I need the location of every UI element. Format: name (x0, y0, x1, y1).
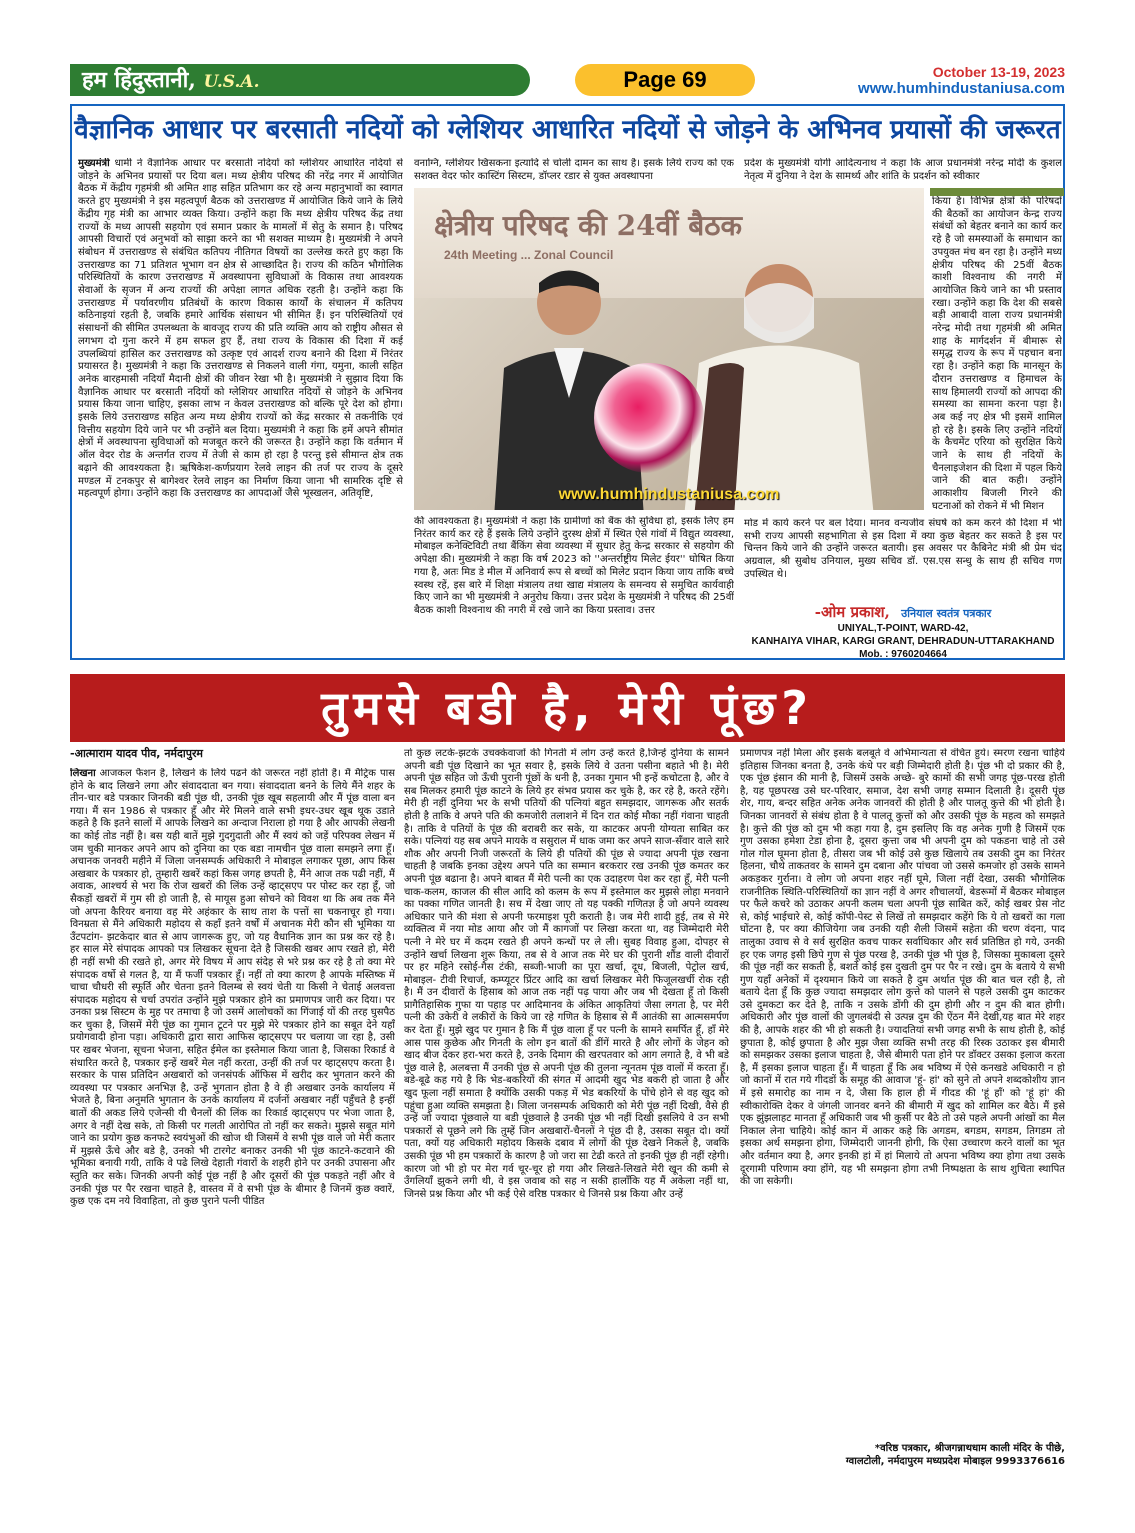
brand-name: हम हिंदुस्तानी, (82, 67, 196, 93)
photo-banner-subtext: 24th Meeting ... Zonal Council (444, 248, 614, 262)
website-link[interactable]: www.humhindustaniusa.com (858, 80, 1065, 97)
article2-byline: -आत्माराम यादव पीव, नर्मदापुरम (70, 747, 204, 760)
tiger-poster-strip (930, 188, 1064, 196)
author-address-1: UNIYAL,T-POINT, WARD-42, (837, 623, 969, 634)
person-right-figure (674, 228, 884, 510)
article2-author-signature (740, 1442, 1065, 1468)
article2-column-3: प्रमाणपत्र नहीं मिला और इसके बलबूते वे अभिमान्यता से वंचित हुये। स्मरण रखना चाहिये इतिहास जिनका बनता है, उनके कंधे पर बड़ी जिम्मेदारी होती है। पूंछ भी दो प्रकार की है, एक पूंछ इंसान की मानी है, जिसमें उसके अच्छे- बुरे कामों की सभी जगह पूंछ-परख होती है, यह पूछपरख उसे घर-परिवार, समाज, देश सभी जगह सम्मान दिलाती है। दूसरी पूंछ शेर, गाय, बन्दर सहित अनेक अनेक जानवरों की होती है और पालतू कुत्ते की भी होती है। जिनका जानवरों से संबंध होता है वे पालतू कुत्तों को और उसकी पूंछ के महत्व को समझते है। कुत्ते की पूंछ को दुम भी कहा गया है, दुम इसलिए कि वह अनेक गुणी है जिसमें एक गुण उसका हमेशा टेडा होना है, दूसरा कुत्ता जब भी अपनी दुम को पकडना चाहे तो उसे गोल गोल घूमना होता है, तीसरा जब भी कोई उसे कुछ खिलाये तब उसकी दुम का निरंतर हिलना, चौथे ताकतवर के सामने दुम दबाना और पांचवा जो उससे कमजोर हो उसके सामने अकड़कर गुर्राना। वे लोग जो अपना शहर नहीं घूमे, जिला नहीं देखा, उसकी भौगोलिक राजनीतिक स्थिति-परिस्थितियों का ज्ञान नहीं वे अगर शौचालयों, बेडरूमों में बैठकर मोबाइल पर फैले कचरे को उठाकर अपनी कलम चला अपनी पूंछ साबित करें, कोई खबर प्रेस नोट से, कोई भाईचारे से, कोई कॉपी-पेस्ट से लिखें तो समझदार कहेंगे कि ये तो खबरों का गला घोंटना है, पर क्या कीजियेगा जब उनकी यही शैली जिसमें सहेता की चरण वंदना, पाद तालुका उवाच से वे सर्व सुरक्षित कवच पाकर सर्वाधिकार और सर्व प्रतिष्ठित हो गये, उनकी हर एक जगह इसी छिपे गुण से पूंछ परख है, उनकी पूंछ भी पूंछ है, जिसका मुकाबला दूसरे की पूंछ नहीं कर सकती है, बशर्ते कोई इस दुखती दुम पर पैर न रखे। दुम के बताये ये सभी गुण यहाँ अनेकों में दृश्यमान किये जा सकते है दुम अर्थात पूंछ की बात चल रही है, तो बताये देता हूँ कि कुछ ज्यादा समझदार लोग कुत्ते को पालने से पहले उसकी दुम काटकर उसे दुमकटा कर देते है, ताकि न उसके डोंगी की दुम होगी और न दुम की बात होगी। अधिकारी और पूंछ वालों की जुगलबंदी से उत्पन्न दुम की ऐंठन मैंने देखी,यह बात मेरे शहर की है, आपके शहर की भी हो सकती है। ज्यादतियां सभी जगह सभी के साथ होती है, कोई छुपाता है, कोई छुपाता है और मुझ जैसा व्यक्ति सभी तरह की रिस्क उठाकर इस बीमारी को समझकर उसका इलाज चाहता है, जैसे बीमारी पता होने पर डॉक्टर उसका इलाज करता है, मैं इसका इलाज चाहता हूँ। मैं चाहता हूँ कि अब भविष्य में ऐसे कनखडे अधिकारी न हो जो कानों में रात गये गीदडों के समूह की आवाज 'हूं- हां' को सुने तो अपने शब्दकोशीय ज्ञान में इसे समारोह का नाम न दे, जैसा कि हाल ही में गीदड की 'हूं हाँ' को 'हूं हां' की स्वीकारोक्ति देकर वे जंगली जानवर बनने की बीमारी में खुद को शामिल कर बैठे। मैं इसे एक झुंझलाहट मानता हूँ अधिकारी जब भी कुर्सी पर बैठे तो उसे पहले अपनी आंखों का मैल निकाल लेना चाहिये। कोई कान में आकर कहे कि अगडम, बगडम, सगडम, तिगडम तो इसका अर्थ समझना होगा, जिम्मेदारी जाननी होगी, कि ऐसा उच्चारण करने वालों का भूत और वर्तमान क्या है, अगर इनकी हां में हां मिलाये तो अपना भविष्य क्या होगा तथा उसके दूरगामी परिणाम क्या होंगे, यह भी समझना होगा तभी निष्पक्षता के साथ शुचिता स्थापित की जा सकेगी। (740, 748, 1065, 1188)
article-column-1 (78, 158, 403, 656)
article-column-2-top: वनाग्नि, ग्लेशियर खिसकना इत्यादि से चोली दामन का साथ है। इसके लिये राज्य को एक सशक्त वेदर फोर कास्टिंग सिस्टम, डॉप्लर रडार से युक्त अवस्थापना (414, 158, 734, 182)
article-headline: वैज्ञानिक आधार पर बरसाती नदियों को ग्लेशियर आधारित नदियों से जोड़ने के अभिनव प्रयासों की जरूरत (74, 115, 1061, 145)
column-text: आजकल फैशन है, लिखने के लिये पढने की जरूरत नहीं होती है। मैं मैट्रिक पास होने के बाद लिखने लगा और संवाददाता बन गया। संवाददाता बनने के लिये मैंने शहर के तीन-चार बडे पत्रकार जिनकी बडी पूंछ थी, उनकी पूंछ खूब सहलायी और मैं पूंछ वाला बन गया। मैं सन 1986 से पत्रकार हूँ और मेरे मिलने वाले सभी इधर-उधर खूब थूक उडाते कहते है कि इतने सालों में आपके लिखने का अन्दाज निराला हो गया है और आपकी लेखनी का कोई तोड नहीं है। बस यही बातें मुझे गुदगुदाती और मैं स्वयं को जड़ें परिपक्व लेखन में जम चुकी मानकर अपने आप को दुनिया का एक बडा नामचीन पूंछ वाला समझने लगा हूँ। अचानक जनवरी महीने में जिला जनसम्पर्क अधिकारी ने मोबाइल लगाकर पूछा, आप किस अखबार के पत्रकार हो, तुम्हारी खबरें कहां किस जगह छपती है, मैंने आज तक पढी नहीं, मैं अवाक, आश्चर्य से भरा कि रोज खबरों की लिंक उन्हें व्हाट्सएप पर पोस्ट कर रहा हूँ, जो सैकड़ों खबरों में गुम सी हो जाती है, से मायूस हुआ सोचने को विवश था कि अब तक मैंने जो अपना कैरियर बनाया वह मेरे अहंकार के साथ ताश के पत्तों सा चकनाचूर हो गया। विनम्रता से मैंने अधिकारी महोदय से कहाँ इतने वर्षों में अचानक मेरी कौन सी भूमिका या उँटपटांग- झटकेदार बात से आप जागरूक हुए, जो यह वैधानिक ज्ञान का प्रश्न कर रहे है। हर साल मेरे संपादक आपको पत्र लिखकर सूचना देते है जिसकी खबर आप रखते हो, मेरी ही नहीं सभी की रखते हो, अगर मेरे विषय में आप संदेह से भरे प्रश्न कर रहे है तो क्या मेरे संपादक वर्षो से गलत है, या मैं फर्जी पत्रकार हूँ। नहीं तो क्या कारण है आपके मस्तिष्क में चाचा चौधरी सी स्फूर्ति और चेतना इतने विलम्ब से स्वयं चेती या किसी ने चेताई अलवत्ता संपादक महोदय से चर्चा उपरांत उन्होंने मुझे पत्रकार होने का प्रमाणपत्र जारी कर दिया। पर उनका प्रश्न सिस्टम के मुह पर तमाचा है जो उसमें आलोचकों का गिंजाई यों की तरह घुसपैठ कर चुका है, जिसमें मेरी पूंछ का गुमान टूटने पर मुझे मेरे पत्रकार होने का सबूत देने यहाँ प्रयोगवादी होना पड़ा। अधिकारी द्वारा सारा आफिस व्हाट्सएप पर चलाया जा रहा है, उसी पर खबर भेजना, सूचना भेजना, सहित ईमेल का इस्तेमाल किया जाता है, जिसका रिकार्ड वे संधारित करते है, पत्रकार इन्हें खबरें मेल नहीं करता, उन्हीं की तर्ज पर व्हाट्सएप करता है। सरकार के पास प्रतिदिन अखबारों को जनसंपर्क ऑफिस में खरीद कर भुगतान करने की व्यवस्था पर पत्रकार अनभिज्ञ है, उन्हें भुगतान होता है वे ही अखबार उनके कार्यालय में भेजते है, बिना अनुमति भुगतान के उनके कार्यालय में दर्जनों अखबार नहीं पहुँचते है इन्हीं बातों की अकड लिये एजेन्सी यी चैनलों की लिंक का रिकार्ड व्हाट्सएप पर भेजा जाता है, अगर वे नहीं देख सके, तो किसी पर गलती आरोपित तो नहीं कर सकते। मुझसे सबूत मांगे जाने का प्रयोग कुछ कनफटे स्वयंभुओं की खोज थी जिसमें वे सभी पूंछ वाले जो मेरी कतार में मुझसे ऊँचे और बडे है, उनको भी टारगेट बनाकर उनकी भी पूंछ काटने-कटवाने की भूमिका बनायी गयी, ताकि वे पढे लिखे देहाती गंवारों के शहरी होने पर उनकी उपासना और स्तुति कर सके। जिनकी अपनी कोई पूंछ नहीं है और दूसरों की पूंछ पकड़ते नहीं और वे उनकी पूंछ पर पैर रखना चाहते है, वास्तव में वे सभी पूंछ के बीमार है जिनमें कुछ क्वारें, कुछ एक दम नये विवाहिता, तो कुछ पुराने पत्नी पीडित (70, 768, 395, 1208)
article-column-2-bottom: की आवश्यकता है। मुख्यमंत्री ने कहा कि ग्रामीणों को बैंक की सुविधा हो, इसके लिए हम निरंतर कार्य कर रहे हैं इसके लिये उन्होंने दुरस्थ क्षेत्रों में स्थित ऐसे गांवों में विद्युत व्यवस्था, मोबाइल कनेक्टिविटी तथा बैंकिंग सेवा व्यवस्था में सुधार हेतु केन्द्र सरकार से सहयोग की अपेक्षा की। मुख्यमंत्री ने कहा कि वर्ष 2023 को ''अन्तर्राष्ट्रीय मिलेट ईयर'' घोषित किया गया है, अतः मिड डे मील में अनिवार्य रूप से बच्चों को मिलेट प्रदान किया जाय ताकि बच्चे स्वस्थ रहें, इस बारे में शिक्षा मंत्रालय तथा खाद्य मंत्रालय के समन्वय से समुचित कार्यवाही किए जाने का भी मुख्यमंत्री ने अनुरोध किया। उत्तर प्रदेश के मुख्यमंत्री ने परिषद की 25वीं बैठक काशी विश्वनाथ की नगरी में रखे जाने का किया प्रस्ताव। उत्तर (414, 516, 734, 616)
meeting-photo (414, 188, 924, 510)
article2-author-line-1: *वरिष्ठ पत्रकार, श्रीजगन्नाथधाम काली मंदिर के पीछे, (874, 1443, 1065, 1454)
author-mobile: Mob. : 9760204664 (859, 649, 947, 660)
article2-author-line-2: ग्वालटोली, नर्मदापुरम मध्यप्रदेश मोबाइल 9993376616 (845, 1456, 1065, 1467)
article2-headline: तुमसे बडी है, मेरी पूंछ? (70, 674, 1065, 742)
article2-column-2: तो कुछ लटके-झटके उचक्केवाजों की गिनती में लोग उन्हें करते है,जिन्हें दुनिया के सामने अपनी बडी पूंछ दिखाने का भूत सवार है, इसके लिये वे उतना पसीना बहाते भी है। मेरी अपनी पूंछ सहित जो ऊँची पुरानी पूंछों के धनी है, उनका गुमान भी इन्हें कचोटता है, और वे सब मिलकर हमारी पूंछ काटने के लिये हर संभव प्रयास कर चुके है, कर रहे है, करते रहेंगे। मेरी ही नहीं दुनिया भर के सभी पतियों की पत्नियां बहुत समझदार, जागरूक और सतर्क होती है ताकि वे अपने पति की कमजोरी तलाशने में दिन रात कोई मौका नहीं गंवाना चाहती है। ताकि वे पतियों के पूंछ की बराबरी कर सके, या काटकर अपनी योग्यता साबित कर सके। पत्नियां यह सब अपने मायके व ससुराल में धाक जमा कर अपने साज-सँवार वाले सारे शौक और अपनी निजी जरूरतों के लिये ही पतियों की पूंछ से ज्यादा अपनी पूंछ रखना चाहती है जबकि इनका उद्देश्य अपने पति का सम्मान बरकरार रख उनकी पूंछ कमतर कर अपनी पूंछ बढाना है। अपने बाबत मैं मेरी पत्नी का एक उदाहरण पेश कर रहा हूँ, मेरी पत्नी चाक-कलम, काजल की सील आदि को कलम के रूप में इस्तेमाल कर मुझसे लोहा मनवाने का पक्का गणित जानती है। सच में देखा जाए तो यह पक्की गणितज्ञ है जो अपने व्यवस्थ अधिकार पाने की मंशा से अपनी फरमाइश पूरी कराती है। जब मेरी शादी हुई, तब से मेरे व्यक्तित्व में नया मोड आया और जो मैं कागजों पर लिखा करता था, वह जिम्मेदारी मेरी पत्नी ने मेरे घर में कदम रखते ही अपने कन्धों पर ले ली। सुबह विवाह हुआ, दोपहर से उन्होंने खर्चा लिखना शुरू किया, तब से वे आज तक मेरे घर की पुरानी शौंड वाली दीवारों पर हर महिने रसोई-गैस टंकी, सब्जी-भाजी का पूरा खर्चा, दूध, बिजली, पेट्रोल खर्च, मोबाइल- टीवी रिचार्ज, कम्प्यूटर प्रिंटर आदि का खर्चा लिखकर मेरी फिजूलखर्ची रोक रही है। मैं उन दीवारों के हिसाब को आज तक नहीं पढ़ पाया और जब भी देखता हूँ तो किसी प्रागैतिहासिक गुफा या पहाड़ पर आदिमानव के अंकित आकृतियां जैसा लगता है, पर मेरी पत्नी की उकेरी वे लकीरों के किये जा रहे गणित के हिसाब से मैं आतंकी सा आत्मसमर्पण कर देता हूँ। मुझे खुद पर गुमान है कि मैं पूंछ वाला हूँ पर पत्नी के सामने समर्पित हूँ, हाँ मेरे आस पास कुछेक और गिनती के लोग इन बातों की डींगें मारते है और लोगों के जेहन को खाद बीज देकर हरा-भरा करते है, उनके दिमाग की खरपतवार को आग लगाते है, वे भी बडे पूंछ वाले है, अलबत्ता मैं उनकी पूंछ से अपनी पूंछ की तुलना न्यूनतम पूंछ वालों में करता हूँ। बडे-बूढे कह गये है कि भेड-बकरियों की संगत में आदमी खुद भेड बकरी हो जाता है और खुद फूला नहीं समाता है क्योंकि उसकी पकड़ में भेड बकरियों के पोंचे होने से वह खुद को पहुंचा हुआ व्यक्ति समझता है। जिला जनसम्पर्क अधिकारी को मेरी पूंछ नहीं दिखी, वैसे ही उन्हें जो ज्यादा पूंछवाले या बडी पूंछवाले है उनकी पूंछ भी नहीं दिखी इसलिये वे उन सभी पत्रकारों से पूछने लगे कि तुम्हें जिन अखबारों-चैनलों ने पूंछ दी है, उसका सबूत दो। क्यों पता, क्यों यह अधिकारी महोदय किसके दबाव में लोगों की पूंछ देखने निकले है, जबकि उसकी पूंछ भी हम पत्रकारों के कारण है जो जरा सा टेढी करते तो इनकी पूंछ ही नहीं रहेगी। कारण जो भी हो पर मेरा गर्व चूर-चूर हो गया और लिखते-लिखते मेरी खून की कमी से उँगलियाँ झुकने लगी थी, वे इस जवाब को सह न सकी हालाँकि यह मैं अकेला नहीं था, जिनसे प्रश्न किया और भी कई ऐसे वरिष्ठ पत्रकार थे जिनसे प्रश्न किया और उन्हें (404, 748, 729, 1200)
masthead (70, 64, 1065, 98)
author-name: -ओम प्रकाश, (814, 603, 890, 621)
author-title: उनियाल स्वतंत्र पत्रकार (901, 607, 992, 620)
page-number: Page 69 (575, 64, 755, 96)
lead-word: मुख्यमंत्री (78, 158, 110, 169)
author-address-2: KANHAIYA VIHAR, KARGI GRANT, DEHRADUN-UTTARAKHAND (751, 636, 1055, 647)
article-column-3-bottom: मोड में कार्य करने पर बल दिया। मानव वन्यजीव संघर्ष को कम करने की दिशा में भी सभी राज्य आपसी सहभागिता से इस दिशा में क्या कुछ बेहतर कर सकते है इस पर चिन्तन किये जाने की उन्होंने जरूरत बतायी। इस अवसर पर कैबिनेट मंत्री श्री प्रेम चंद अग्रवाल, श्री सुबोध उनियाल, मुख्य सचिव डॉ. एस.एस सन्धु के साथ ही सचिव गण उपस्थित थे। (744, 518, 1062, 580)
brand-logo (70, 64, 530, 96)
brand-usa: U.S.A. (203, 72, 260, 92)
photo-watermark: www.humhindustaniusa.com (558, 486, 780, 503)
flower-bouquet (594, 363, 704, 473)
article-column-3-top: प्रदेश के मुख्यमंत्री योगी आदित्यनाथ ने कहा कि आज प्रधानमंत्री नरेन्द्र मोदी के कुशल नेतृत्व में दुनिया ने देश के सामर्थ्य और शांति के प्रदर्शन को स्वीकार (744, 158, 1062, 182)
photo-banner-text: क्षेत्रीय परिषद की 24वीं बैठक (434, 209, 742, 242)
article2-lead-word: लिखना (70, 768, 96, 779)
article-glacier-rivers (70, 104, 1065, 660)
article-column-3-middle: किया है। विभिन्न क्षेत्रों की परिषदों की बैठकों का आयोजन केन्द्र राज्य संबंधों को बेहतर बनाने का कार्य कर रहे है जो समस्याओं के समाधान का उपयुक्त मंच बन रहा है। उन्होंने मध्य क्षेत्रीय परिषद की 25वीं बैठक काशी विश्वनाथ की नगरी में आयोजित किये जाने का भी प्रस्ताव रखा। उन्होंने कहा कि देश की सबसे बड़ी आबादी वाला राज्य प्रधानमंत्री नरेन्द्र मोदी तथा गृहमंत्री श्री अमित शाह के मार्गदर्शन में बीमारू से समृद्ध राज्य के रूप में पहचान बना रहा है। उन्होंने कहा कि मानसून के दौरान उत्तराखण्ड व हिमाचल के साथ हिमालयी राज्यों को आपदा की समस्या का सामना करना पड़ा है। अब कई नए क्षेत्र भी इसमें शामिल हो रहे है। इसके लिए उन्होंने नदियों के कैचमेंट एरिया को सुरक्षित किये जाने के साथ ही नदियों के चैनलाइजेशन की दिशा में पहल किये जाने की बात कही। उन्होंने आकाशीय बिजली गिरने की घटनाओं को रोकने में भी मिशन (932, 196, 1062, 512)
author-signature (744, 602, 1062, 660)
column-text: धामी ने वैज्ञानिक आधार पर बरसाती नदियों को ग्लेशियर आधारित नदियों से जोड़ने के अभिनव प्रयासों पर दिया बल। मध्य क्षेत्रीय परिषद की नरेंद्र नगर में आयोजित बैठक में केंद्रीय गृहमंत्री श्री अमित शाह सहित प्रतिभाग कर रहे अन्य महानुभावों का स्वागत करते हुए मुख्यमंत्री ने इस महत्वपूर्ण बैठक को उत्तराखण्ड में आयोजित किये जाने के लिये केंद्रीय गृह मंत्री का आभार व्यक्त किया। उन्होंने कहा कि मध्य क्षेत्रीय परिषद केंद्र तथा राज्यों के मध्य आपसी सहयोग एवं समान प्रकार के मामलों में सेतु के समान है। परिषद आपसी विचारों एवं अनुभवों को साझा करने का भी सशक्त माध्यम है। मुख्यमंत्री ने अपने संबोधन में उत्तराखण्ड से संबंधित कतिपय नीतिगत विषयों का उल्लेख करते हुए कहा कि उत्तराखण्ड का 71 प्रतिशत भूभाग वन क्षेत्र से आच्छादित है। राज्य की कठिन भौगोलिक परिस्थितियों के कारण उत्तराखण्ड में अवस्थापना सुविधाओं के विकास तथा आवश्यक सेवाओं के सृजन में अन्य राज्यों की अपेक्षा लागत अधिक रहती है। उन्होंने कहा कि उत्तराखण्ड में पर्यावरणीय प्रतिबंधों के कारण विकास कार्यों के संचालन में कतिपय कठिनाइयां रहती है, जबकि हमारे आर्थिक संसाधन भी सीमित हैं। इन परिस्थितियों एवं संसाधनों की सीमित उपलब्धता के बावजूद राज्य की प्रति व्यक्ति आय को राष्ट्रीय औसत से लगभग दो गुना करने में हम सफल हुए हैं, तथा राज्य के विकास की दिशा में कई उपलब्धियां हासिल कर उत्तराखण्ड को उत्कृष्ट एवं आदर्श राज्य बनाने की दिशा में निरंतर प्रयासरत है। मुख्यमंत्री ने कहा कि उत्तराखण्ड से निकलने वाली गंगा, यमुना, काली सहित अनेक बारहमासी नदियाँ मैदानी क्षेत्रों की जीवन रेखा भी है। मुख्यमंत्री ने सुझाव दिया कि वैज्ञानिक आधार पर बरसाती नदियों को ग्लेशियर आधारित नदियों से जोड़ने के अभिनव प्रयास किया जाना चाहिए, इसका लाभ न केवल उत्तराखण्ड को बल्कि पूरे देश को होगा। इसके लिये उत्तराखण्ड सहित अन्य मध्य क्षेत्रीय राज्यों को केंद्र सरकार से तकनीकि एवं वित्तीय सहयोग दिये जाने पर भी उन्होंने बल दिया। मुख्यमंत्री ने कहा कि हमें अपने सीमांत क्षेत्रों में अवस्थापना सुविधाओं को मजबूत करने की जरूरत है। उन्होंने कहा कि वर्तमान में ऑल वेदर रोड के अन्तर्गत राज्य में तेजी से काम हो रहा है परन्तु इसे सीमान्त क्षेत्र तक बढ़ाने की आवश्यकता है। ऋषिकेश-कर्णप्रयाग रेलवे लाइन की तर्ज पर राज्य के दूसरे मण्डल में टनकपुर से बागेश्वर रेलवे लाइन का निर्माण किया जाना भी सामरिक दृष्टि से महत्वपूर्ण होगा। उन्होंने कहा कि उत्तराखण्ड का आपदाओं जैसे भूस्खलन, अतिवृष्टि, (78, 158, 403, 500)
masthead-info (795, 64, 1065, 97)
article2-column-1 (70, 768, 395, 1520)
issue-date: October 13-19, 2023 (932, 64, 1065, 80)
